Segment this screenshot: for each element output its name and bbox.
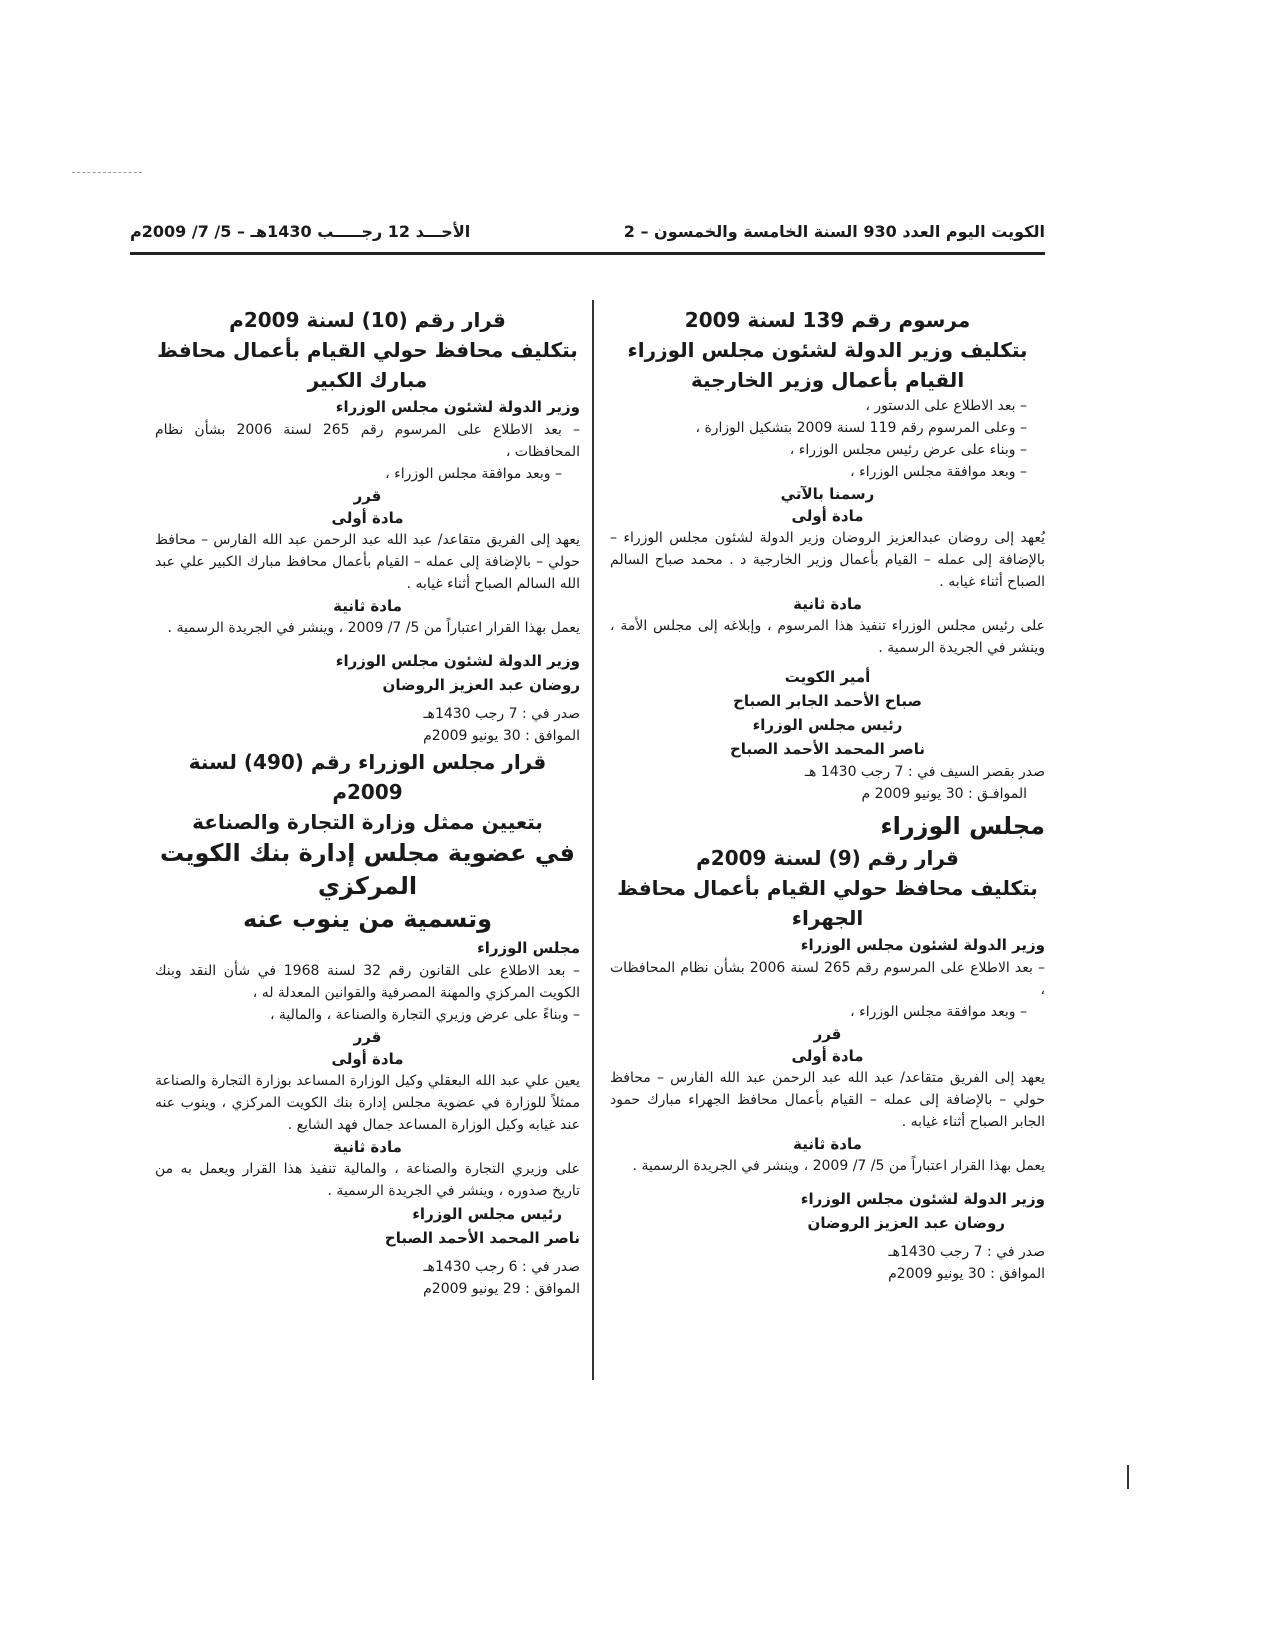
decision9-corresponding: الموافق : 30 يونيو 2009م	[888, 1266, 1045, 1282]
right-column	[610, 305, 1045, 1285]
emir-name: صباح الأحمد الجابر الصباح	[733, 692, 922, 710]
decree-preamble-3: – وبناء على عرض رئيس مجلس الوزراء ،	[789, 442, 1027, 458]
decision490-title: قرار مجلس الوزراء رقم (490) لسنة 2009م	[188, 750, 547, 804]
decree-decreed: رسمنا بالآتي	[780, 485, 875, 503]
decision9-preamble-1: – بعد الاطلاع على المرسوم رقم 265 لسنة 2006 بشأن نظام المحافظات ،	[610, 960, 1045, 998]
decree-subtitle-1: بتكليف وزير الدولة لشئون مجلس الوزراء	[627, 338, 1028, 362]
decision9-title: قرار رقم (9) لسنة 2009م	[696, 846, 959, 870]
decision490-decided: قرر	[353, 1028, 382, 1046]
decision9-signature-name: روضان عبد العزيز الروضان	[807, 1214, 1005, 1232]
decree-article-2: على رئيس مجلس الوزراء تنفيذ هذا المرسوم ، وإبلاغه إلى مجلس الأمة ، وينشر في الجريدة الرسمية .	[610, 618, 1045, 656]
section-heading: مجلس الوزراء	[880, 812, 1045, 840]
decree-issued: صدر بقصر السيف في : 7 رجب 1430 هـ	[804, 764, 1045, 780]
decision10-article-2: يعمل بهذا القرار اعتباراً من 5/ 7/ 2009 ، وينشر في الجريدة الرسمية .	[167, 620, 580, 636]
decision10-article-2-title: مادة ثانية	[333, 597, 402, 615]
decision9-article-1: يعهد إلى الفريق متقاعد/ عبد الله عبد الرحمن عبد الله الفارس – محافظ حولي – بالإضافة إلى عمله – القيام بأعمال محافظ الجهراء مبارك حمود الجابر الصباح أثناء غيابه .	[610, 1070, 1045, 1130]
decision490-subtitle-1: بتعيين ممثل وزارة التجارة والصناعة	[192, 810, 543, 834]
decision490-article-2: على وزيري التجارة والصناعة ، والمالية تنفيذ هذا القرار ويعمل به من تاريخ صدوره ، وينشر في الجريدة الرسمية .	[155, 1161, 580, 1199]
decision490-article-1: يعين علي عبد الله البعقلي وكيل الوزارة المساعد بوزارة التجارة والصناعة ممثلاً للوزارة في عضوية مجلس إدارة بنك الكويت المركزي ، وينوب عنه عند غيابه وكيل الوزارة المساعد جمال فهد الشايع .	[155, 1073, 580, 1133]
decision490-article-2-title: مادة ثانية	[333, 1138, 402, 1156]
decision9-issued: صدر في : 7 رجب 1430هـ	[888, 1244, 1045, 1260]
decision9-issuer: وزير الدولة لشئون مجلس الوزراء	[800, 936, 1045, 954]
decision10-subtitle-1: بتكليف محافظ حولي القيام بأعمال محافظ	[157, 338, 578, 362]
page-header	[130, 218, 1045, 252]
decision10-article-1: يعهد إلى الفريق متقاعد/ عبد الله عبد الرحمن عبد الله الفارس – محافظ حولي – بالإضافة إلى عمله – القيام بأعمال محافظ مبارك الكبير علي عبد الله السالم الصباح أثناء غيابه .	[155, 532, 580, 592]
decision490-issued: صدر في : 6 رجب 1430هـ	[423, 1259, 580, 1275]
decree-article-1: يُعهد إلى روضان عبدالعزيز الروضان وزير الدولة لشئون مجلس الوزراء – بالإضافة إلى عمله – القيام بأعمال وزير الخارجية د . محمد صباح السالم الصباح أثناء غيابه .	[610, 530, 1045, 590]
decision490-corresponding: الموافق : 29 يونيو 2009م	[423, 1281, 580, 1297]
decision490-signature-title: رئيس مجلس الوزراء	[412, 1205, 562, 1223]
decision490-issuer: مجلس الوزراء	[477, 939, 580, 957]
decision9-preamble-2: – وبعد موافقة مجلس الوزراء ،	[850, 1004, 1027, 1020]
decision490-subtitle-3: وتسمية من ينوب عنه	[242, 905, 493, 933]
decision10-subtitle-2: مبارك الكبير	[307, 368, 428, 392]
decision9-subtitle-2: الجهراء	[791, 906, 864, 930]
decision10-signature-name: روضان عبد العزيز الروضان	[382, 676, 580, 694]
decision490-signature-name: ناصر المحمد الأحمد الصباح	[384, 1229, 580, 1247]
decree-article-2-title: مادة ثانية	[793, 595, 862, 613]
decision10-issued: صدر في : 7 رجب 1430هـ	[423, 706, 580, 722]
decision490-preamble-2: – وبناءً على عرض وزيري التجارة والصناعة ، والمالية ،	[269, 1007, 580, 1023]
decision10-issuer: وزير الدولة لشئون مجلس الوزراء	[335, 398, 580, 416]
decision10-decided: قرر	[353, 487, 382, 505]
decision10-signature-title: وزير الدولة لشئون مجلس الوزراء	[335, 652, 580, 670]
emir-title: أمير الكويت	[784, 668, 871, 686]
decision9-signature-title: وزير الدولة لشئون مجلس الوزراء	[800, 1190, 1045, 1208]
decision490-subtitle-2: في عضوية مجلس إدارة بنك الكويت المركزي	[160, 839, 575, 900]
decree-preamble-1: – بعد الاطلاع على الدستور ،	[865, 398, 1027, 414]
decision9-article-2: يعمل بهذا القرار اعتباراً من 5/ 7/ 2009 ، وينشر في الجريدة الرسمية .	[632, 1158, 1045, 1174]
header-rule	[130, 252, 1045, 255]
decision10-preamble-1: – بعد الاطلاع على المرسوم رقم 265 لسنة 2006 بشأن نظام المحافظات ،	[155, 422, 580, 460]
decision10-corresponding: الموافق : 30 يونيو 2009م	[423, 728, 580, 744]
decree-article-1-title: مادة أولى	[791, 507, 864, 525]
decision490-article-1-title: مادة أولى	[331, 1050, 404, 1068]
decree-corresponding: الموافـق : 30 يونيو 2009 م	[861, 786, 1027, 802]
decision9-subtitle-1: بتكليف محافظ حولي القيام بأعمال محافظ	[617, 876, 1038, 900]
decree-subtitle-2: القيام بأعمال وزير الخارجية	[690, 368, 965, 392]
decision490-preamble-1: – بعد الاطلاع على القانون رقم 32 لسنة 1968 في شأن النقد وبنك الكويت المركزي والمهنة المصرفية والقوانين المعدلة له ،	[155, 963, 580, 1001]
decree-preamble-4: – وبعد موافقة مجلس الوزراء ،	[850, 464, 1027, 480]
pm-name: ناصر المحمد الأحمد الصباح	[729, 740, 926, 758]
left-column	[155, 305, 580, 1300]
decision9-article-1-title: مادة أولى	[791, 1047, 864, 1065]
decision9-article-2-title: مادة ثانية	[793, 1135, 862, 1153]
decision10-preamble-2: – وبعد موافقة مجلس الوزراء ،	[385, 466, 562, 482]
header-date: الأحـــد 12 رجـــــب 1430هـ – 5/ 7/ 2009م	[130, 222, 471, 241]
decree-title: مرسوم رقم 139 لسنة 2009	[684, 308, 971, 332]
decision10-title: قرار رقم (10) لسنة 2009م	[229, 308, 506, 332]
decision10-article-1-title: مادة أولى	[331, 509, 404, 527]
binder-mark	[1127, 1465, 1129, 1489]
scan-mark	[72, 172, 142, 173]
pm-title: رئيس مجلس الوزراء	[752, 716, 903, 734]
decree-preamble-2: – وعلى المرسوم رقم 119 لسنة 2009 بتشكيل الوزارة ،	[695, 420, 1027, 436]
column-divider	[592, 300, 594, 1380]
decision9-decided: قرر	[813, 1025, 842, 1043]
header-issue-info: الكويت اليوم العدد 930 السنة الخامسة والخمسون – 2	[623, 222, 1045, 241]
